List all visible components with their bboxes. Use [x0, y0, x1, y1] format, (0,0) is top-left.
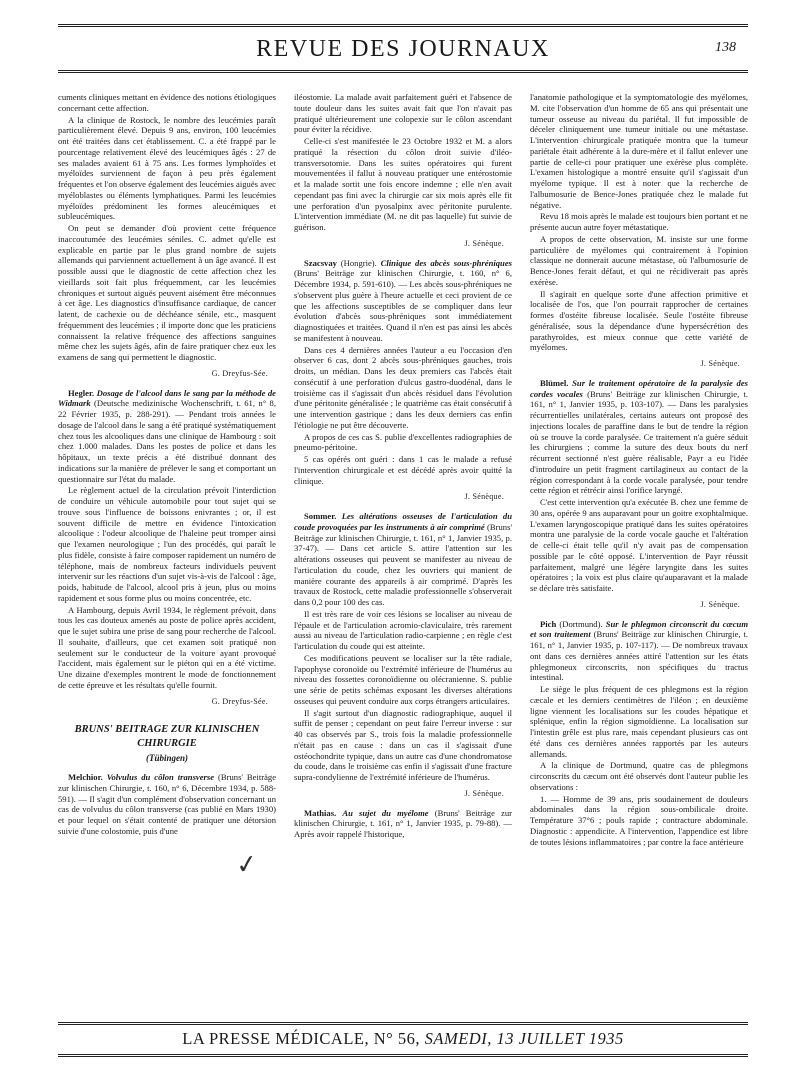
article-source: (Bruns' Beiträge zur klinischen Chirurgie, t. 160, n° 6, Décembre 1934, p. 588-591). — Il s'agit d'un complément d'observation concernant un cas de volvulus du côlon transverse (cas publié en Mars 1930) et pour lequel on s'était contenté de pratiquer une détorsion suivie d'une colostomie, puis d'une	[58, 772, 277, 836]
article-title: Sur le phlegmon circonscrit du cæcum et son traitement	[530, 618, 749, 640]
paragraph: A la clinique de Dortmund, quatre cas de phlegmons circonscrits du cæcum ont été observés dont l'auteur publie les observations :	[530, 760, 748, 792]
article-author: Mathias.	[304, 807, 337, 818]
article-author: Szacsvay	[304, 257, 337, 268]
author-signature: G. Dreyfus-Sée.	[211, 368, 268, 378]
article-author: Pich	[540, 618, 557, 629]
paragraph: Le règlement actuel de la circulation prévoit l'interdiction de conduire un véhicule automobile pour tout sujet qui se trouve sous l'influence de boissons enivrantes ; or, il est souvent difficile de mettre en évidence l'intoxication alcoolique : l'odeur alcoolique de l'haleine peut tromper ainsi que l'examen neurologique ; l'un des procédés, qui paraît le plus fidèle, consiste à faire composer rapidement un numéro de téléphone, mais de nombreux facteurs individuels peuvent intervenir sur les réactions d'un sujet vis-à-vis de l'alcool : âge, poids, habitude de l'alcool, alcool pris à jeun, plus ou moins rapidement et sous forme plus ou moins concentrée, etc.	[58, 485, 276, 603]
article-title: Dosage de l'alcool dans le sang par la méthode de Widmark	[58, 387, 276, 409]
footer-date: SAMEDI, 13 JUILLET 1935	[424, 1029, 624, 1048]
paragraph: Ces modifications peuvent se localiser sur la tête radiale, l'apophyse coronoïde ou l'extrémité inférieure de l'humérus au niveau des fossettes coronoïdienne ou olécranienne. S. publie une série de petits schémas exposant les diverses altérations osseuses qui peuvent conduire aux corps étrangers articulaires.	[294, 652, 512, 706]
article-melchior	[58, 772, 276, 837]
article-author: Melchior.	[68, 772, 103, 782]
author-signature: J. Sénèque.	[700, 359, 740, 368]
article-blumel	[530, 378, 748, 496]
column-3	[530, 92, 748, 848]
header-rule	[58, 70, 748, 73]
paragraph: A propos de ces cas S. publie d'excellentes radiographies de pneumo-péritoine.	[294, 431, 512, 453]
paragraph: Il est très rare de voir ces lésions se localiser au niveau de l'épaule et de l'articulation acromio-claviculaire, très rarement aussi au niveau de l'articulation radio-carpienne ; en règle c'est l'articulation du coude qui est atteinte.	[294, 608, 512, 651]
author-signature: J. Sénèque.	[464, 492, 504, 502]
article-author: Blümel.	[540, 377, 569, 388]
article-title: Volvulus du côlon transverse	[106, 772, 215, 782]
handwritten-checkmark: ✓	[234, 848, 260, 882]
article-country: (Hongrie).	[340, 257, 377, 268]
paragraph: A Hambourg, depuis Avril 1934, le règlement prévoit, dans tous les cas douteux amenés au poste de police après accident, que le sujet subira une prise de sang pour recherche de l'alcool. Il souhaite, d'ailleurs, que cet examen soit pratiqué non seulement sur le conducteur de la voiture ayant provoqué l'accident, mais également sur le piéton qui en a été victime. Une dizaine d'exemples montrent le mode de fonctionnement de cette épreuve et les résultats qu'elle fournit.	[58, 604, 276, 690]
footer-rule-bottom	[58, 1054, 748, 1057]
paragraph: l'anatomie pathologique et la symptomatologie des myélomes, M. cite l'observation d'un homme de 65 ans qui présentait une tumeur osseuse au niveau du pariétal. Il fut impossible de déceler cliniquement une tumeur initiale ou une métastase. L'intervention chirurgicale pratiquée montra que la tumeur pariétale était adhérente à la dure-mère et il fallut enlever une partie de celle-ci pour pratiquer une exérèse plus complète. L'examen histologique a montré ensuite qu'il s'agissait d'un myélome typique. Il est à noter que la recherche de l'albumosurie de Bence-Jones pratiquée chez le malade fut négative.	[530, 92, 748, 210]
column-1	[58, 92, 276, 838]
page-footer	[58, 1029, 748, 1049]
paragraph: Il s'agirait en quelque sorte d'une affection primitive et localisée de l'os, que l'on pourrait rapprocher de certaines formes d'ostéite fibreuse localisée. Seule l'ostéite fibreuse généralisée, sous la dépendance d'une hypersécrétion des parathyroïdes, est mieux connue que cette variété de myélomes.	[530, 288, 748, 353]
author-signature: J. Sénèque.	[464, 788, 504, 798]
author-signature: G. Dreyfus-Sée.	[211, 696, 268, 706]
page-number: 138	[715, 40, 736, 55]
author-signature: J. Sénèque.	[700, 599, 740, 609]
article-szacsvay	[294, 258, 512, 344]
article-source: (Bruns' Beiträge zur klinischen Chirurgie, t. 161, n° 1, Janvier 1935, p. 37-47). — Dans cet article S. attire l'attention sur les altérations osseuses qui peuvent se manifester au niveau de l'articulation du coude, chez les ouvriers qui manient de manière courante des appareils à air comprimé. D'après les travaux de Rostock, cette maladie professionnelle s'observerait dans 0,2 pour 100 des cas.	[294, 521, 512, 607]
article-source: (Bruns' Beiträge zur klinischen Chirurgie, t. 161, n° 1, Janvier 1935, p. 107-117). — De nombreux travaux ont dans ces dernières années attiré l'attention sur les états phlegmoneux circonscrits, non spécifiques du tractus intestinal.	[530, 629, 748, 683]
article-city: (Dortmund).	[559, 618, 603, 629]
footer-rule-top	[58, 1022, 748, 1025]
article-title: Sur le traitement opératoire de la paralysie des cordes vocales	[530, 377, 748, 399]
article-mathias	[294, 808, 512, 840]
paragraph: Revu 18 mois après le malade est toujours bien portant et ne présente aucun autre foyer métastatique.	[530, 211, 748, 232]
paragraph: Il s'agit surtout d'un diagnostic radiographique, auquel il suffit de penser ; cependant on peut faire l'erreur inverse : sur 40 cas observés par S., trois fois la maladie professionnelle n'était pas en cause : dans un cas il s'agissait d'une ostéochondrite typique, dans un autre cas d'une chondromatose du coude, dans le troisième cas enfin il s'agissait d'une fracture supra-condylienne de l'extrémité inférieure de l'humérus.	[294, 707, 512, 782]
journal-page	[58, 20, 748, 1060]
article-hegler	[58, 388, 276, 485]
paragraph: Dans ces 4 dernières années l'auteur a eu l'occasion d'en observer 6 cas, dont 2 abcès sous-phréniques gauches, trois droits, un médian. Dans les deux premiers cas l'abcès était consécutif à une perforation d'ulcus gastro-duodénal, dans le troisième cas il s'agissait d'un abcès résiduel dans l'évolution d'une péritonite généralisée ; le quatrième cas était consécutif à une intervention gastrique ; dans les deux derniers cas enfin l'étiologie ne put être découverte.	[294, 344, 512, 430]
paragraph: cuments cliniques mettant en évidence des notions étiologiques concernant cette affection.	[58, 92, 276, 113]
article-pich	[530, 619, 748, 684]
journal-section-title: BRUNS' BEITRAGE ZUR KLINISCHEN CHIRURGIE	[74, 724, 260, 750]
article-title: Les altérations osseuses de l'articulation du coude provoquées par les instruments à air comprimé	[294, 511, 512, 532]
article-source: (Bruns' Beiträge zur klinischen Chirurgie, t. 161, n° 1, Janvier 1935, p. 79-88). — Après avoir rappelé l'historique,	[294, 807, 513, 839]
author-signature: J. Sénèque.	[464, 238, 504, 248]
article-source: (Bruns' Beiträge zur klinischen Chirurgie, t. 160, n° 6, Décembre 1934, p. 591-610). — Les abcès sous-phréniques ne s'observent plus guère à l'heure actuelle et ceci provient de ce que les affections susceptibles de se compliquer dans leur évolution d'abcès sous-phréniques sont immédiatement diagnostiquées et traitées. Quand il n'en est pas ainsi les abcès se manifestent à nouveau.	[294, 268, 512, 343]
paragraph: iléostomie. La malade avait parfaitement guéri et l'absence de toute douleur dans les suites avait fait que l'on n'avait pas pratiqué ultérieurement une colopexie sur le côlon ascendant pour éviter la récidive.	[294, 92, 512, 135]
paragraph: C'est cette intervention qu'a exécutée B. chez une femme de 30 ans, opérée 9 ans auparavant pour un goitre exophtalmique. L'examen laryngoscopique pratiqué dans les suites opératoires montra une paralysie de la corde vocale gauche et l'altération de celle-ci était telle qu'il n'y avait pas de compensation possible par le côté opposé. L'intervention de Payr réussit parfaitement, malgré une légère laryngite dans les suites opératoires ; la voix est plus claire qu'auparavant et la malade se déclare très satisfaite.	[530, 497, 748, 593]
paragraph: 1. — Homme de 39 ans, pris soudainement de douleurs abdominales dans la région sous-ombilicale droite. Température 37°6 ; pouls rapide ; contracture abdominale. Diagnostic : appendicite. A l'intervention, l'appendice est libre de toutes lésions inflammatoires ; par contre la face antérieure	[530, 793, 748, 847]
article-sommer	[294, 511, 512, 608]
paragraph: Celle-ci s'est manifestée le 23 Octobre 1932 et M. a alors pratiqué la résection du côlon droit suivie d'iléo-transversotomie. Dans les suites opératoires qui furent mouvementées il fallut à nouveau pratiquer une entérostomie et la malade sortit une fois encore indemne ; elle n'en avait cependant pas fini avec la chirurgie car six mois après elle fit une perforation d'un pyosalpinx avec péritonite purulente. L'intervention immédiate (M. ne dit pas laquelle) fut suivie de guérison.	[294, 136, 512, 232]
paragraph: A la clinique de Rostock, le nombre des leucémies paraît particulièrement élevé. Depuis 9 ans, environ, 100 leucémies ont été traitées dans cet établissement. C. a été frappé par le pourcentage relativement élevé des leucémiques âgés : 27 de ses malades avaient 61 à 75 ans. Les formes lymphoïdes et myéloïdes surviennent de façon à peu près également fréquentes et l'on observe également des leucémies aiguës avec myéloblastes ou éléments lymphatiques. Parmi les leucémies myéloïdes prédominent les formes aleucémiques et subleucémiques.	[58, 114, 276, 222]
article-title: Clinique des abcès sous-phréniques	[380, 257, 512, 268]
page-header-title: REVUE DES JOURNAUX	[256, 36, 550, 62]
article-title: Au sujet du myélome	[342, 807, 429, 818]
article-author: Sommer.	[304, 511, 337, 521]
paragraph: On peut se demander d'où provient cette fréquence inaccoutumée des leucémies séniles. C. admet qu'elle est explicable en partie par le plus grand nombre de sujets allemands qui parviennent actuellement à un âge avancé. Il est possible aussi que le diagnostic de cette affection chez les vieillards soit fait plus fréquemment, car les leucémies chroniques et surtout aiguës peuvent aisément être méconnues à cet âge. Les diagnostics d'insuffisance cardiaque, de cancer latent, de cachexie ou de déchéance sénile, etc., masquent fréquemment des leucémies ; il importe donc que les praticiens connaissent la relative fréquence des affections sanguines même chez les sujets âgés, afin de faire pratiquer chez eux les examens de sang qui permettent le diagnostic.	[58, 223, 276, 362]
article-author: Hegler.	[68, 387, 95, 398]
paragraph: Le siège le plus fréquent de ces phlegmons est la région cæcale et les derniers centimètres de l'iléon ; en deuxième ligne viennent les localisations sur les coudes hépatique et splénique, enfin la région sigmoïdienne. La localisation sur l'intestin grêle est plus rare, mais cependant plusieurs cas ont été dans ces dernières années rapportés par les auteurs allemands.	[530, 684, 748, 759]
paragraph: 5 cas opérés ont guéri : dans 1 cas le malade a refusé l'intervention chirurgicale et est décédé après avoir quitté la clinique.	[294, 454, 512, 486]
journal-section-city: (Tübingen)	[145, 753, 188, 764]
paragraph: A propos de cette observation, M. insiste sur une forme particulière de myélomes qui contrairement à l'opinion classique ne donnerait aucune métastase, où l'albumosurie de Bence-Jones ferait défaut, et qui ne récidiverait pas après exérèse.	[530, 233, 748, 287]
footer-journal: LA PRESSE MÉDICALE, N° 56,	[182, 1029, 421, 1048]
article-source: (Bruns' Beiträge zur klinischen Chirurgie, t. 161, n° 1, Janvier 1935, p. 103-107). — Dans les paralysies récurrentielles unilatérales, certains auteurs ont proposé des injections locales de paraffine dans le but de tendre la région où se trouve la corde paralysée. Ce traitement n'a guère séduit les chirurgiens ; comme la suture des deux bouts du nerf récurrent sectionné n'est guère réalisable, Payr a eu l'idée d'introduire un petit fragment cartilagineux au contact de la région correspondant à la corde vocale paralysée, pour tendre cette région et rétrécir ainsi l'orifice laryngé.	[530, 388, 748, 496]
article-source: (Deutsche medizinische Wochenschrift, t. 61, n° 8, 22 Février 1935, p. 288-291). — Pendant trois années le dosage de l'alcool dans le sang a été pratiqué systématiquement chez tous les alcooliques dans une clinique de Hambourg : soit chez 1.000 malades. Dans les postes de police et dans les hôpitaux, un texte précis a été distribué donnant des indications sur la manière de prélever le sang et comportant un questionnaire sur l'état du malade.	[58, 398, 276, 484]
column-2	[294, 92, 512, 841]
top-rule	[58, 24, 748, 27]
